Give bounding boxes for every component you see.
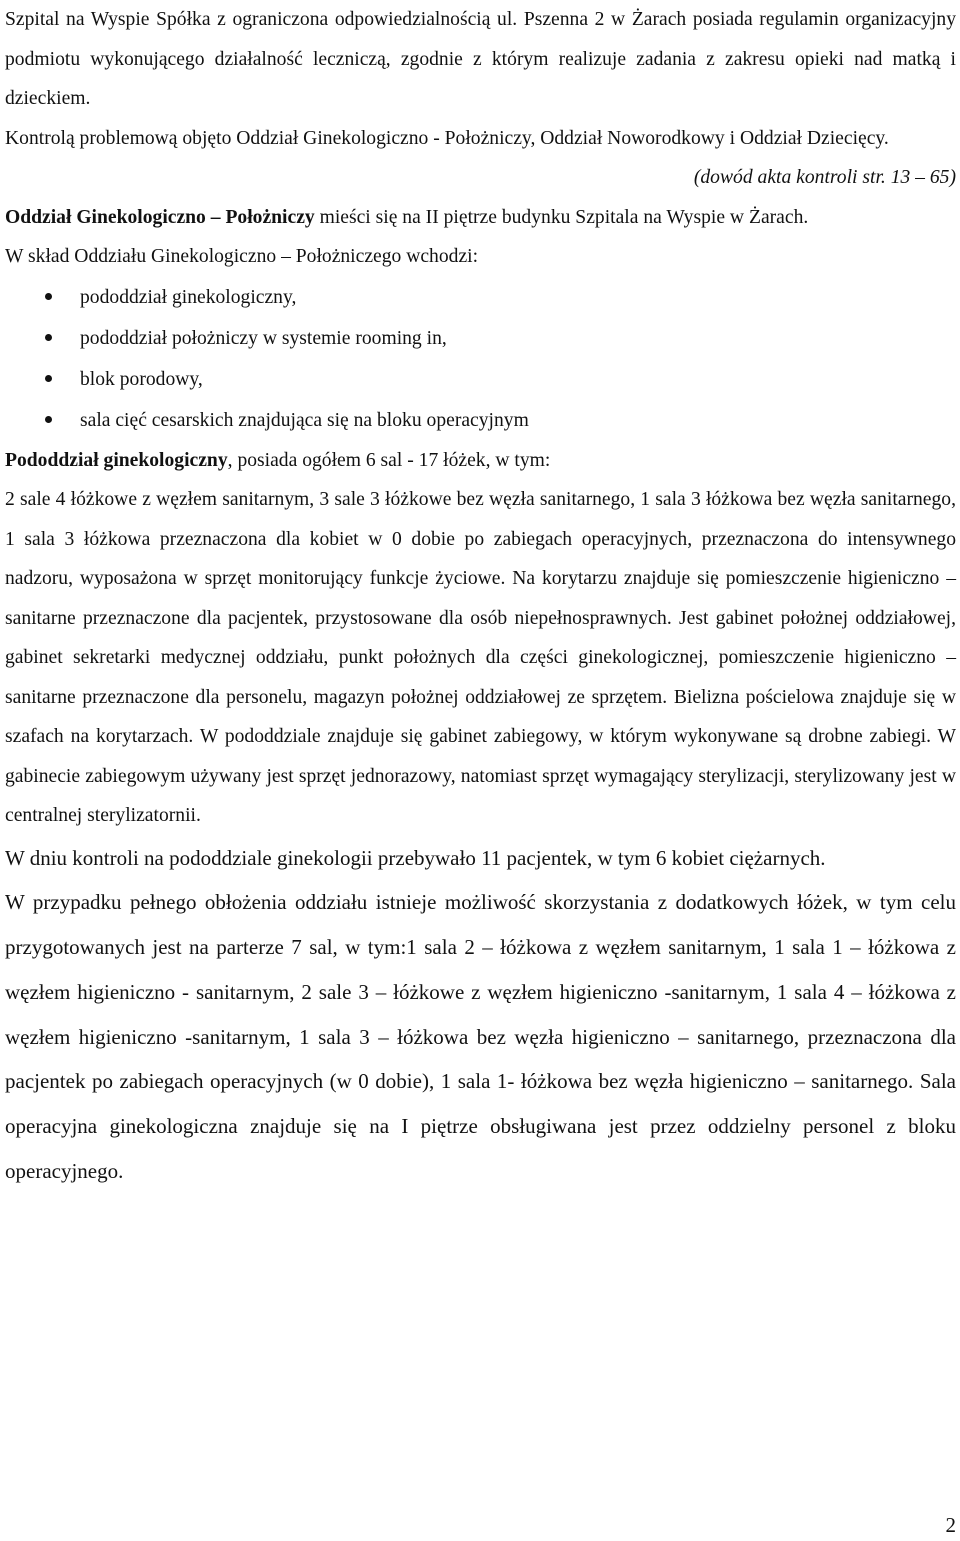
evidence-reference: (dowód akta kontroli str. 13 – 65) <box>693 167 956 188</box>
paragraph-patients-count: W dniu kontroli na pododdziale ginekologii przebywało 11 pacjentek, w tym 6 kobiet ciężarnych. <box>5 845 826 870</box>
list-item: pododdział ginekologiczny, <box>5 277 956 318</box>
page-number: 2 <box>945 1513 956 1537</box>
paragraph-gynecology-subward <box>5 441 956 481</box>
bullet-icon <box>45 375 52 382</box>
ward-composition-list <box>5 277 956 441</box>
ward-location-text: mieści się na II piętrze budynku Szpitala na Wyspie w Żarach. <box>314 206 809 228</box>
paragraph-additional-beds: W przypadku pełnego obłożenia oddziału istnieje możliwość skorzystania z dodatkowych łóżek, w tym celu przygotowanych jest na parterze 7 sal, w tym:1 sala 2 – łóżkowa z węzłem sanitarnym, 1 sala 1 – łóżkowa z węzłem higieniczno - sanitarnym, 2 sale 3 – łóżkowe z węzłem higieniczno -sanitarnym, 1 sala 4 – łóżkowa z węzłem higieniczno -sanitarnym, 1 sala 3 – łóżkowa bez węzła higieniczno – sanitarnego, przeznaczona dla pacjentek po zabiegach operacyjnych (w 0 dobie), 1 sala 1- łóżkowa bez węzła higieniczno – sanitarnego. Sala operacyjna ginekologiczna znajduje się na I piętrze obsługiwana jest przez oddzielny personel z bloku operacyjnego. <box>5 890 956 1184</box>
paragraph-ward-location <box>5 198 956 238</box>
list-item: pododdział położniczy w systemie rooming in, <box>5 318 956 359</box>
ward-name-bold: Oddział Ginekologiczno – Położniczy <box>5 206 315 228</box>
document-page <box>5 0 956 1194</box>
paragraph-control-scope: Kontrolą problemową objęto Oddział Ginekologiczno - Położniczy, Oddział Noworodkowy i Oddział Dziecięcy. <box>5 127 889 149</box>
bullet-icon <box>45 334 52 341</box>
paragraph-ward-composition: W skład Oddziału Ginekologiczno – Położniczego wchodzi: <box>5 246 479 267</box>
paragraph-hospital-regulations: Szpital na Wyspie Spółka z ograniczona odpowiedzialnością ul. Pszenna 2 w Żarach posiada regulamin organizacyjny podmiotu wykonującego działalność leczniczą, zgodnie z którym realizuje zadania z zakresu opieki nad matką i dzieckiem. <box>5 9 956 109</box>
subward-summary: , posiada ogółem 6 sal - 17 łóżek, w tym: <box>227 449 551 471</box>
list-item: sala cięć cesarskich znajdująca się na bloku operacyjnym <box>5 400 956 441</box>
bullet-icon <box>45 293 52 300</box>
subward-name-bold: Pododdział ginekologiczny <box>5 449 228 471</box>
bullet-icon <box>45 416 52 423</box>
list-item: blok porodowy, <box>5 359 956 400</box>
paragraph-rooms-description: 2 sale 4 łóżkowe z węzłem sanitarnym, 3 sale 3 łóżkowe bez węzła sanitarnego, 1 sala 3 łóżkowa bez węzła sanitarnego, 1 sala 3 łóżkowa przeznaczona dla kobiet w 0 dobie po zabiegach operacyjnych, przeznaczona do intensywnego nadzoru, wyposażona w sprzęt monitorujący funkcje życiowe. Na korytarzu znajduje się pomieszczenie higieniczno – sanitarne przeznaczone dla pacjentek, przystosowane dla osób niepełnosprawnych. Jest gabinet położnej oddziałowej, gabinet sekretarki medycznej oddziału, punkt położnych dla części ginekologicznej, pomieszczenie higieniczno – sanitarne przeznaczone dla personelu, magazyn położnej oddziałowej ze sprzętem. Bielizna pościelowa znajduje się w szafach na korytarzach. W pododdziale znajduje się gabinet zabiegowy, w którym wykonywane są drobne zabiegi. W gabinecie zabiegowym używany jest sprzęt jednorazowy, natomiast sprzęt wymagający sterylizacji, sterylizowany jest w centralnej sterylizatornii. <box>5 489 956 826</box>
